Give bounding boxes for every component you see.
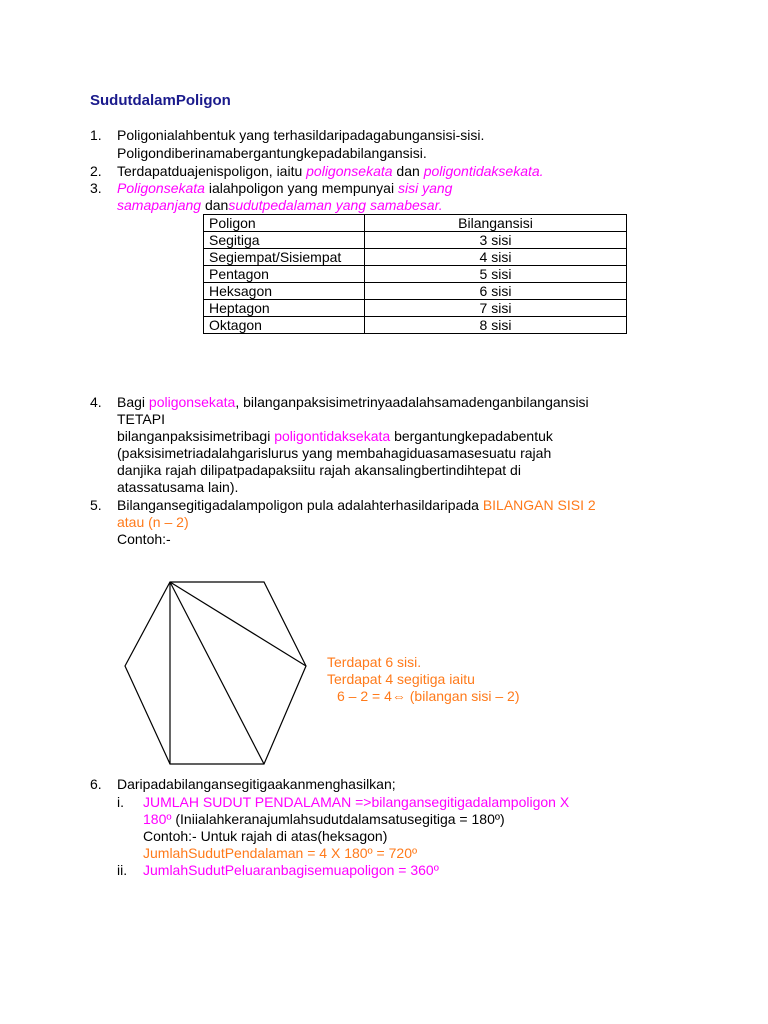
item-1-line-2: Poligondiberinamabergantungkepadabilangansisi. — [117, 145, 427, 161]
item-5-line-1 — [117, 497, 596, 514]
table-cell-sides: 3 sisi — [365, 232, 627, 249]
sub-item-i-term: 180º — [143, 811, 172, 827]
table-cell-sides: 8 sisi — [365, 317, 627, 334]
item-2-line — [117, 163, 544, 180]
table-cell-polygon: Heksagon — [204, 283, 365, 300]
item-3-term-2: sisi yang — [397, 180, 453, 196]
item-4-text: Bagi — [117, 394, 149, 410]
item-5-text: Bilangansegitigadalampoligon pula adalahterhasildaripada — [117, 497, 483, 513]
diagonal-line — [170, 582, 264, 764]
table-header-cell: Bilangansisi — [365, 215, 627, 232]
item-3-text: ialahpoligon yang mempunyai — [204, 180, 398, 196]
table-row — [204, 317, 627, 334]
sub-item-i-number: i. — [117, 794, 124, 810]
item-4-line-2: TETAPI — [117, 411, 165, 427]
item-4-text-2: , bilanganpaksisimetrinyaadalahsamadenganbilangansisi — [235, 394, 589, 410]
sub-item-i-line-3: Contoh:- Untuk rajah di atas(heksagon) — [143, 828, 388, 844]
item-4-term-1: poligonsekata — [148, 394, 236, 410]
item-4-text-4: bergantungkepadabentuk — [390, 428, 553, 444]
item-2-conj: dan — [392, 163, 424, 179]
item-5-term-1: BILANGAN SISI 2 — [482, 497, 596, 513]
item-3-line-2 — [117, 197, 443, 214]
item-3-term-3: samapanjang — [117, 197, 202, 213]
polygon-table — [203, 214, 627, 334]
item-4-text-3: bilanganpaksisimetribagi — [117, 428, 275, 444]
hexagon-outline — [125, 582, 306, 764]
table-header-cell: Poligon — [204, 215, 365, 232]
table-cell-sides: 5 sisi — [365, 266, 627, 283]
table-cell-sides: 4 sisi — [365, 249, 627, 266]
item-6-number: 6. — [90, 776, 102, 792]
item-3-conj: dan — [201, 197, 229, 213]
diagram-note-line-2: Terdapat 4 segitiga iaitu — [327, 671, 475, 687]
term-poligon-tidak-sekata: poligontidaksekata. — [423, 163, 544, 179]
item-3-line-1 — [117, 180, 452, 197]
table-row — [204, 232, 627, 249]
item-3-number: 3. — [90, 180, 102, 196]
page-title: SudutdalamPoligon — [90, 92, 231, 109]
item-4-line-3 — [117, 428, 553, 445]
table-cell-polygon: Oktagon — [204, 317, 365, 334]
item-4-line-4: (paksisimetriadalahgarislurus yang membahagiduasamasesuatu rajah — [117, 445, 552, 461]
diagram-note-line-1: Terdapat 6 sisi. — [327, 654, 422, 670]
item-6-line-1: Daripadabilangansegitigaakanmenghasilkan; — [117, 776, 396, 792]
item-4-term-2: poligontidaksekata — [274, 428, 391, 444]
table-cell-sides: 6 sisi — [365, 283, 627, 300]
item-1-number: 1. — [90, 127, 102, 143]
term-poligon-sekata: poligonsekata — [306, 163, 393, 179]
table-row — [204, 300, 627, 317]
item-5-line-3: Contoh:- — [117, 531, 171, 547]
sub-item-i-line-2 — [143, 811, 505, 828]
item-3-term-1: Poligonsekata — [117, 180, 205, 196]
table-header-row — [204, 215, 627, 232]
table-cell-sides: 7 sisi — [365, 300, 627, 317]
table-row — [204, 283, 627, 300]
item-2-number: 2. — [90, 163, 102, 179]
table-row — [204, 266, 627, 283]
item-4-number: 4. — [90, 394, 102, 410]
table-cell-polygon: Pentagon — [204, 266, 365, 283]
table-cell-polygon: Heptagon — [204, 300, 365, 317]
sub-item-i-line-4: JumlahSudutPendalaman = 4 X 180º = 720º — [143, 845, 418, 861]
item-2-text: Terdapatduajenispoligon, iaitu — [117, 163, 307, 179]
item-1-line-1: Poligonialahbentuk yang terhasildaripadagabungansisi-sisi. — [117, 127, 485, 143]
sub-item-i-text: (Iniialahkeranajumlahsudutdalamsatusegitiga = 180º) — [171, 811, 505, 827]
hexagon-diagram — [120, 575, 315, 770]
item-3-term-4: sudutpedalaman yang samabesar. — [228, 197, 443, 213]
item-4-line-1 — [117, 394, 589, 411]
sub-item-ii-number: ii. — [117, 862, 128, 878]
item-4-line-6: atassatusama lain). — [117, 479, 239, 495]
table-cell-polygon: Segiempat/Sisiempat — [204, 249, 365, 266]
item-5-number: 5. — [90, 497, 102, 513]
table-cell-polygon: Segitiga — [204, 232, 365, 249]
diagram-note-line-3: 6 – 2 = 4⇔ (bilangan sisi – 2) — [337, 688, 520, 704]
sub-item-ii-line-1: JumlahSudutPeluaranbagisemuapoligon = 360º — [143, 862, 439, 878]
item-5-line-2: atau (n – 2) — [117, 514, 189, 530]
sub-item-i-line-1: JUMLAH SUDUT PENDALAMAN =>bilangansegitigadalampoligon X — [143, 794, 570, 810]
item-4-line-5: danjika rajah dilipatpadapaksiitu rajah akansalingbertindihtepat di — [117, 462, 521, 478]
table-row — [204, 249, 627, 266]
